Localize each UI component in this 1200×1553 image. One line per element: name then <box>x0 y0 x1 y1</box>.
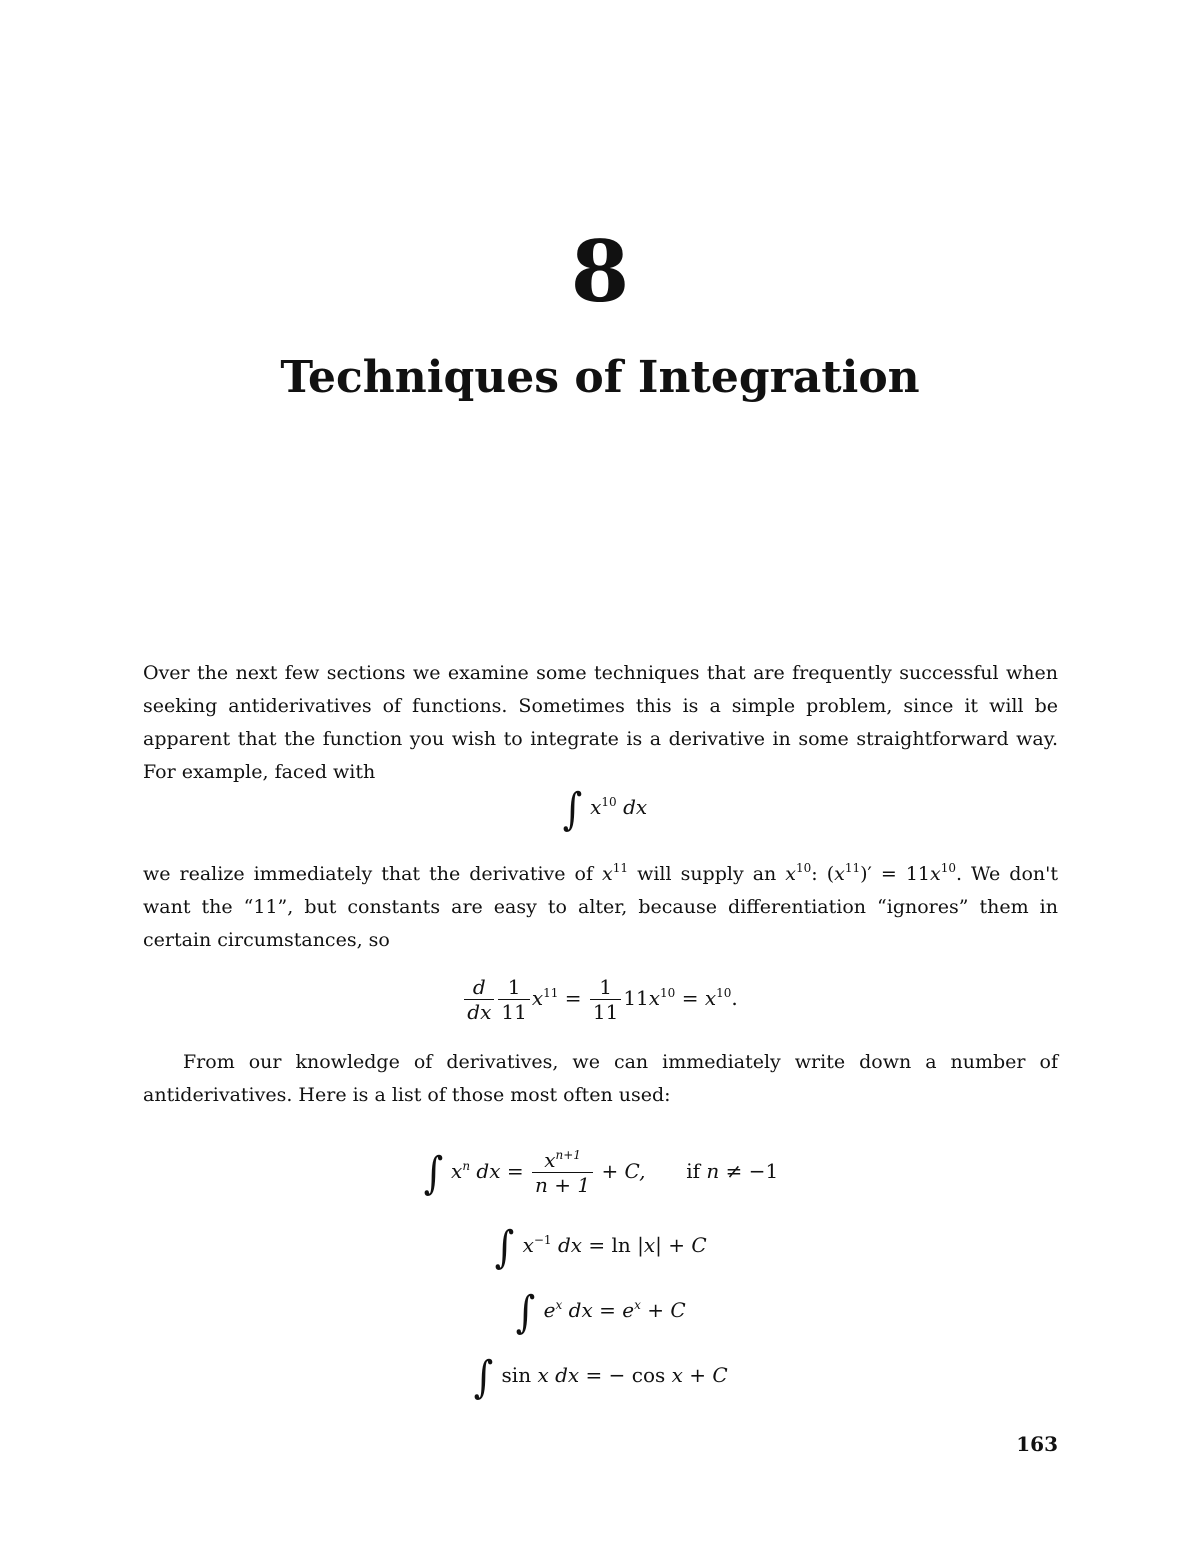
f2-rhs-x: x <box>643 1233 656 1257</box>
f1-num-exp: n+1 <box>555 1148 581 1162</box>
formula-sine <box>0 1352 1200 1403</box>
f4-dx: dx <box>555 1363 580 1387</box>
f4-plus: + <box>689 1363 707 1387</box>
f2-c: C <box>691 1233 707 1257</box>
f4-sin: sin <box>501 1363 532 1387</box>
integral-sign: ∫ <box>495 1222 515 1273</box>
integral-sign: ∫ <box>473 1352 494 1403</box>
p2-text-3: : ( <box>811 863 835 885</box>
frac-one-a: 1 <box>498 975 529 1000</box>
f1-num-x: x <box>544 1148 556 1172</box>
p2-exp-11-a: 11 <box>612 861 629 875</box>
f2-rhs-ln: = ln | <box>588 1233 644 1257</box>
integral-sign: ∫ <box>516 1287 536 1338</box>
f1-denominator: n + 1 <box>535 1173 591 1197</box>
p2-exp-10-b: 10 <box>940 861 956 875</box>
eq2-x-b: x <box>648 986 661 1010</box>
f4-c: C <box>712 1363 728 1387</box>
page-number: 163 <box>1016 1432 1058 1456</box>
equation-integral-x10 <box>0 784 1200 835</box>
eq1-dx: dx <box>623 795 648 819</box>
intro-paragraph: Over the next few sections we examine some techniques that are frequently successful when seeking antiderivatives of functions. Sometimes this is a simple problem, since it will be apparent that the function you wish to integrate is a derivative in some straightforward way. For example, faced with <box>143 662 1058 783</box>
frac-eleven-b: 11 <box>592 1000 619 1024</box>
f3-e: e <box>543 1298 556 1322</box>
formula-reciprocal <box>0 1222 1200 1273</box>
eq1-exponent: 10 <box>601 795 617 809</box>
p2-x-c: x <box>834 863 845 885</box>
chapter-title: Techniques of Integration <box>280 352 920 403</box>
frac-1-11-a <box>498 975 529 1024</box>
f3-plus: + <box>647 1298 664 1322</box>
p2-text-2: will supply an <box>628 863 786 885</box>
equation-derivative <box>0 975 1200 1024</box>
f3-equals: = <box>599 1298 616 1322</box>
frac-one-b: 1 <box>590 975 621 1000</box>
f1-numerator <box>532 1148 593 1173</box>
f2-x: x <box>522 1233 534 1257</box>
f1-fraction <box>532 1148 593 1197</box>
f4-rhs: = − cos <box>585 1363 666 1387</box>
f4-rhs-x: x <box>671 1363 683 1387</box>
p2-text-5: . We don't want the “11”, but constants are easy to alter, because differentiation “ignores” them in certain circumstances, so <box>143 863 1058 951</box>
eq2-exp-10-b: 10 <box>716 986 732 1000</box>
eq2-equals-b: = <box>681 986 699 1010</box>
f1-condition-rest: ≠ −1 <box>725 1159 779 1183</box>
f2-dx: dx <box>557 1233 583 1257</box>
f1-exp-n: n <box>462 1159 471 1173</box>
p2-text-4: )′ = 11 <box>860 863 930 885</box>
f2-exp: −1 <box>533 1233 552 1247</box>
frac-dx: dx <box>467 1000 492 1024</box>
chapter-number: 8 <box>570 222 630 321</box>
f3-rhs-e: e <box>622 1298 635 1322</box>
integral-sign: ∫ <box>562 784 583 835</box>
frac-eleven-a: 11 <box>501 1000 527 1024</box>
p2-exp-11-b: 11 <box>844 861 861 875</box>
eq2-period: . <box>731 986 738 1010</box>
p2-exp-10-a: 10 <box>796 861 812 875</box>
f1-equals: = <box>506 1159 524 1183</box>
frac-1-11-b <box>590 975 621 1024</box>
f1-condition-if: if <box>686 1159 701 1183</box>
frac-d: d <box>464 975 494 1000</box>
p2-x-d: x <box>930 863 941 885</box>
formula-exponential <box>0 1287 1200 1338</box>
f1-plus-c: + C, <box>601 1159 646 1183</box>
p2-x-a: x <box>602 863 613 885</box>
eq2-x-a: x <box>531 986 544 1010</box>
eq2-exp-10-a: 10 <box>660 986 676 1000</box>
p2-text-1: we realize immediately that the derivative of <box>143 863 603 885</box>
f3-rhs-exp-x: x <box>634 1298 641 1312</box>
f2-rhs-end: | + <box>655 1233 686 1257</box>
p2-x-b: x <box>785 863 797 885</box>
eq1-var: x <box>590 795 602 819</box>
f3-c: C <box>670 1298 686 1322</box>
f3-exp-x: x <box>555 1298 563 1312</box>
second-paragraph <box>143 858 1058 957</box>
integral-sign: ∫ <box>423 1148 443 1199</box>
frac-d-dx <box>464 975 494 1024</box>
f1-x: x <box>451 1159 463 1183</box>
f1-condition-n: n <box>706 1159 720 1183</box>
eq2-mid-11: 11 <box>623 986 649 1010</box>
f4-x: x <box>537 1363 549 1387</box>
eq2-x-c: x <box>704 986 717 1010</box>
third-paragraph: From our knowledge of derivatives, we can immediately write down a number of antiderivatives. Here is a list of those most often used: <box>143 1051 1058 1106</box>
eq2-exp-11: 11 <box>543 986 559 1000</box>
formula-power-rule <box>0 1148 1200 1197</box>
f3-dx: dx <box>568 1298 593 1322</box>
eq2-equals-a: = <box>564 986 582 1010</box>
f1-dx: dx <box>476 1159 501 1183</box>
